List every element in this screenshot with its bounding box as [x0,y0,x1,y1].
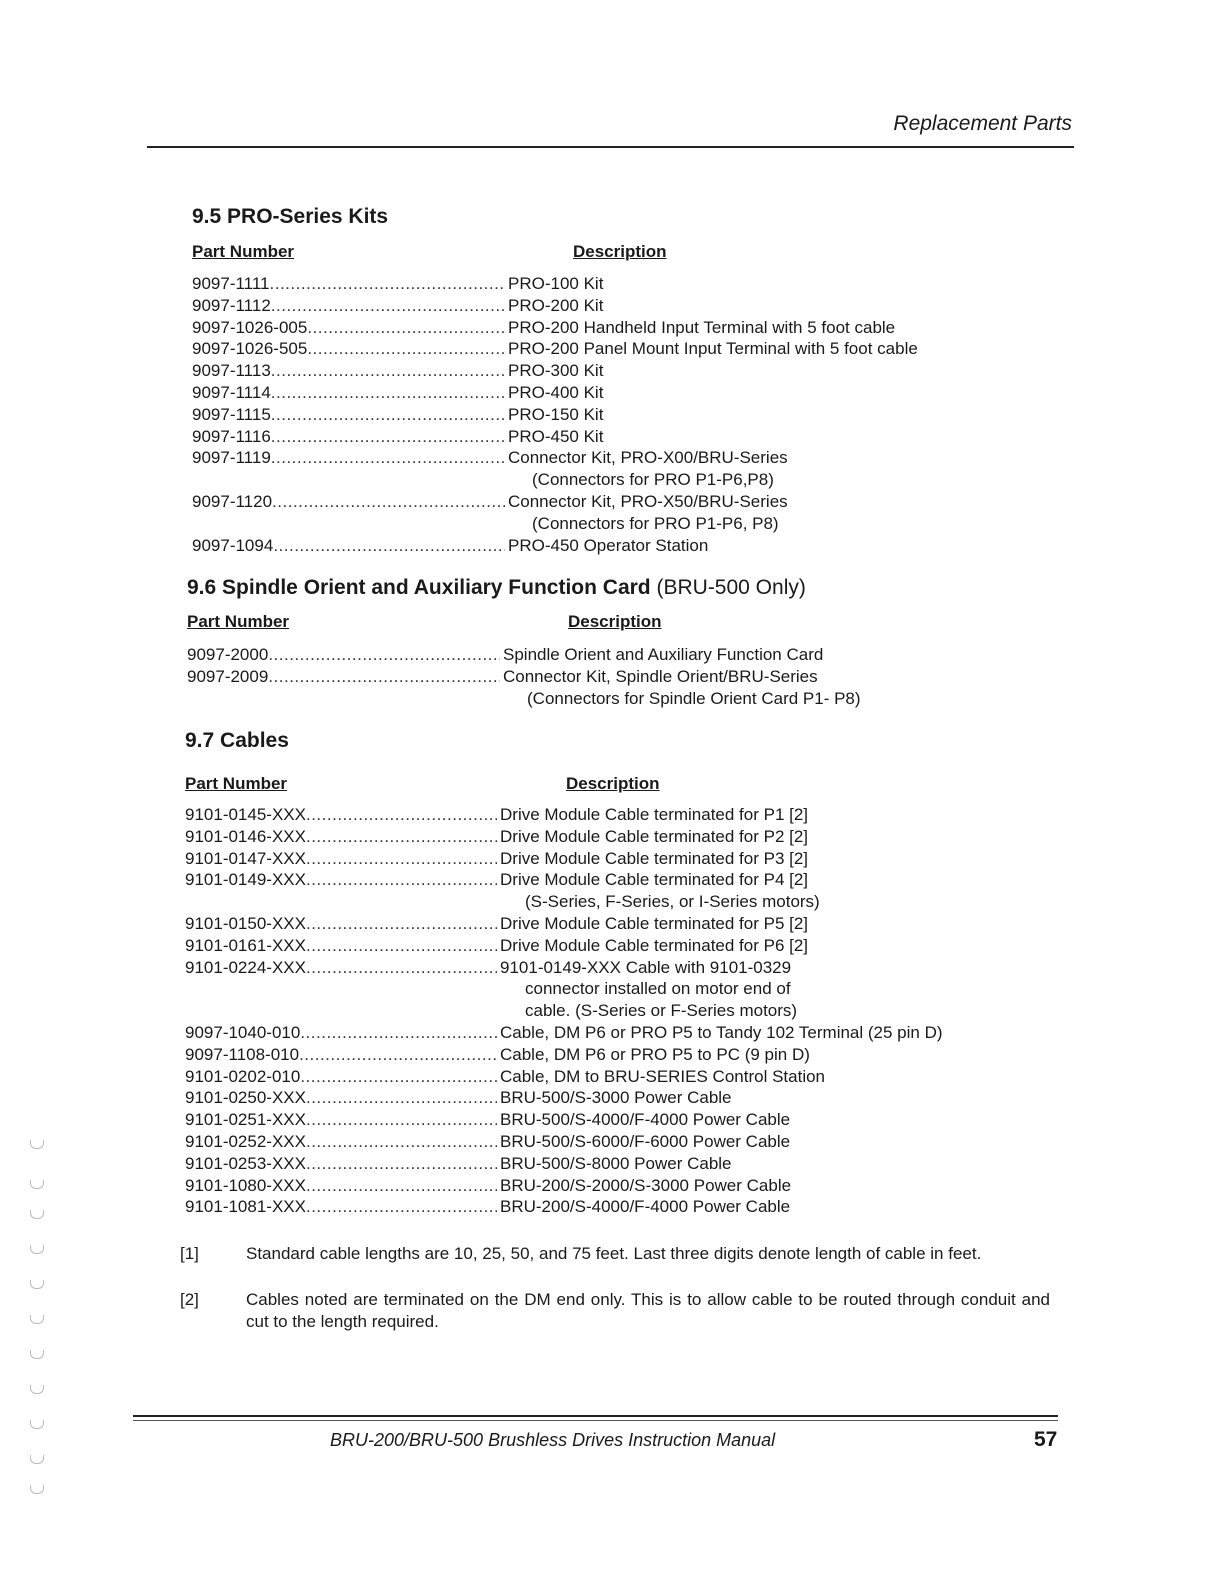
part-row [185,1087,1085,1109]
part-number: 9097-1026-005 [192,317,308,337]
column-headers [185,774,1085,796]
column-headers [187,612,1087,634]
part-description: PRO-150 Kit [508,404,604,424]
part-number: 9101-1081-XXX [185,1197,306,1217]
part-row [192,447,1092,469]
part-description: Drive Module Cable terminated for P6 [2] [500,935,809,955]
part-number: 9101-0202-010 [185,1066,301,1086]
part-number-header: Part Number [185,774,288,793]
part-description: Cable, DM to BRU-SERIES Control Station [500,1066,826,1086]
footer-title: BRU-200/BRU-500 Brushless Drives Instruction Manual [330,1430,776,1450]
running-header: Replacement Parts [893,112,1072,135]
part-row [192,360,1092,382]
part-description: Spindle Orient and Auxiliary Function Card [503,645,824,664]
parts-list [185,804,1085,1218]
part-number: 9097-1114 [192,382,271,402]
part-row [185,913,1085,935]
part-description: PRO-400 Kit [508,382,604,402]
footer-rule [133,1420,1058,1421]
part-number-header: Part Number [192,242,295,261]
part-number: 9101-1080-XXX [185,1175,306,1195]
binding-hole [30,1315,44,1324]
part-description: Drive Module Cable terminated for P5 [2] [500,913,809,933]
part-description: Cable, DM P6 or PRO P5 to PC (9 pin D) [500,1044,810,1064]
part-number: 9097-1026-505 [192,339,308,359]
part-row [185,1131,1085,1153]
section-cables [185,729,1085,1218]
part-description: Connector Kit, Spindle Orient/BRU-Series [503,666,818,686]
part-number: 9101-0251-XXX [185,1110,306,1130]
part-row [192,535,1092,557]
description-continuation: connector installed on motor end of [525,979,791,999]
footnote-label: [2] [180,1290,199,1309]
section-pro-series-kits [192,205,1092,556]
part-number: 9101-0150-XXX [185,913,306,933]
description-header: Description [573,242,667,261]
part-number: 9097-1116 [192,426,271,446]
part-description: PRO-300 Kit [508,361,604,381]
part-number: 9101-0149-XXX [185,870,306,890]
footnote [180,1289,1050,1333]
part-row [187,644,1087,666]
footnote-label: [1] [180,1244,199,1263]
section-title-note: (BRU-500 Only) [656,576,806,599]
part-description: BRU-500/S-6000/F-6000 Power Cable [500,1131,791,1151]
part-number: 9097-1120 [192,491,273,511]
part-number-header: Part Number [187,612,290,631]
part-row [192,404,1092,426]
description-header: Description [568,612,662,631]
section-title: 9.5 PRO-Series Kits [192,205,389,228]
part-description: BRU-500/S-4000/F-4000 Power Cable [500,1110,791,1130]
page-number: 57 [1034,1428,1058,1451]
part-number: 9097-1115 [192,404,271,424]
binding-hole [30,1485,44,1494]
part-number: 9097-1094 [192,535,274,555]
part-row [185,869,1085,891]
footnote-text: Standard cable lengths are 10, 25, 50, and 75 feet. Last three digits denote length of cable in feet. [246,1244,982,1263]
part-row [185,848,1085,870]
part-number: 9097-1111 [192,274,270,293]
binding-hole [30,1210,44,1219]
part-row [192,426,1092,448]
part-description: BRU-500/S-3000 Power Cable [500,1088,732,1108]
part-description: PRO-200 Handheld Input Terminal with 5 foot cable [508,317,896,337]
part-row [185,826,1085,848]
part-description: 9101-0149-XXX Cable with 9101-0329 [500,957,792,977]
header-rule [147,146,1074,148]
part-number: 9101-0145-XXX [185,805,306,824]
section-spindle-orient-card [187,576,1087,709]
part-row [192,273,1092,295]
part-description: Cable, DM P6 or PRO P5 to Tandy 102 Terminal (25 pin D) [500,1022,943,1042]
part-description: Connector Kit, PRO-X00/BRU-Series [508,448,788,468]
section-title: 9.7 Cables [185,729,289,752]
part-number: 9101-0252-XXX [185,1131,306,1151]
part-row [185,957,1085,979]
footnote-text: Cables noted are terminated on the DM end only. This is to allow cable to be routed through conduit and cut to the length required. [246,1290,1050,1331]
part-row [187,666,1087,688]
part-description: BRU-500/S-8000 Power Cable [500,1153,732,1173]
part-description: Drive Module Cable terminated for P3 [2] [500,848,809,868]
part-description: PRO-200 Panel Mount Input Terminal with 5 foot cable [508,339,918,359]
description-continuation: (Connectors for Spindle Orient Card P1- P8) [527,688,861,708]
footer-rule [133,1415,1058,1417]
binding-hole [30,1455,44,1464]
part-row [185,1066,1085,1088]
part-row [192,317,1092,339]
binding-hole [30,1420,44,1429]
part-number: 9101-0161-XXX [185,935,306,955]
part-row [192,295,1092,317]
part-row [185,1022,1085,1044]
part-description: PRO-450 Operator Station [508,535,709,555]
part-number: 9097-1113 [192,361,271,381]
description-continuation: cable. (S-Series or F-Series motors) [525,1001,798,1021]
part-number: 9097-2000 [187,645,269,664]
part-row [185,1109,1085,1131]
part-row [192,491,1092,513]
part-number: 9101-0250-XXX [185,1088,306,1108]
part-description: Connector Kit, PRO-X50/BRU-Series [508,491,788,511]
part-number: 9101-0224-XXX [185,957,306,977]
part-description: Drive Module Cable terminated for P4 [2] [500,870,809,890]
binding-hole [30,1140,44,1149]
binding-hole [30,1350,44,1359]
part-row [192,338,1092,360]
part-number: 9101-0253-XXX [185,1153,306,1173]
part-description: BRU-200/S-4000/F-4000 Power Cable [500,1197,791,1217]
part-number: 9097-1119 [192,448,271,468]
binding-hole [30,1245,44,1254]
part-number: 9101-0147-XXX [185,848,306,868]
part-row [185,804,1085,826]
binding-hole [30,1180,44,1189]
parts-list [187,644,1087,709]
description-continuation: (S-Series, F-Series, or I-Series motors) [525,892,820,912]
part-row [185,1196,1085,1218]
description-header: Description [566,774,660,793]
binding-hole [30,1385,44,1394]
description-continuation: (Connectors for PRO P1-P6,P8) [532,470,774,490]
part-number: 9097-1108-010 [185,1044,300,1064]
section-title: 9.6 Spindle Orient and Auxiliary Function Card (BRU-500 Only) [187,576,806,599]
part-description: Drive Module Cable terminated for P2 [2] [500,826,809,846]
part-number: 9101-0146-XXX [185,826,306,846]
part-row [185,935,1085,957]
part-description: BRU-200/S-2000/S-3000 Power Cable [500,1175,792,1195]
part-description: PRO-100 Kit [508,274,604,293]
part-row [185,1175,1085,1197]
footnotes [180,1243,1050,1347]
parts-list [192,273,1092,556]
part-row [192,382,1092,404]
column-headers [192,242,1092,264]
part-number: 9097-1112 [192,295,271,315]
part-description: PRO-450 Kit [508,426,604,446]
footnote [180,1243,1050,1265]
description-continuation: (Connectors for PRO P1-P6, P8) [532,513,779,533]
binding-hole [30,1280,44,1289]
part-description: Drive Module Cable terminated for P1 [2] [500,805,809,824]
part-description: PRO-200 Kit [508,295,604,315]
part-row [185,1153,1085,1175]
part-number: 9097-2009 [187,666,269,686]
part-row [185,1044,1085,1066]
part-number: 9097-1040-010 [185,1022,301,1042]
